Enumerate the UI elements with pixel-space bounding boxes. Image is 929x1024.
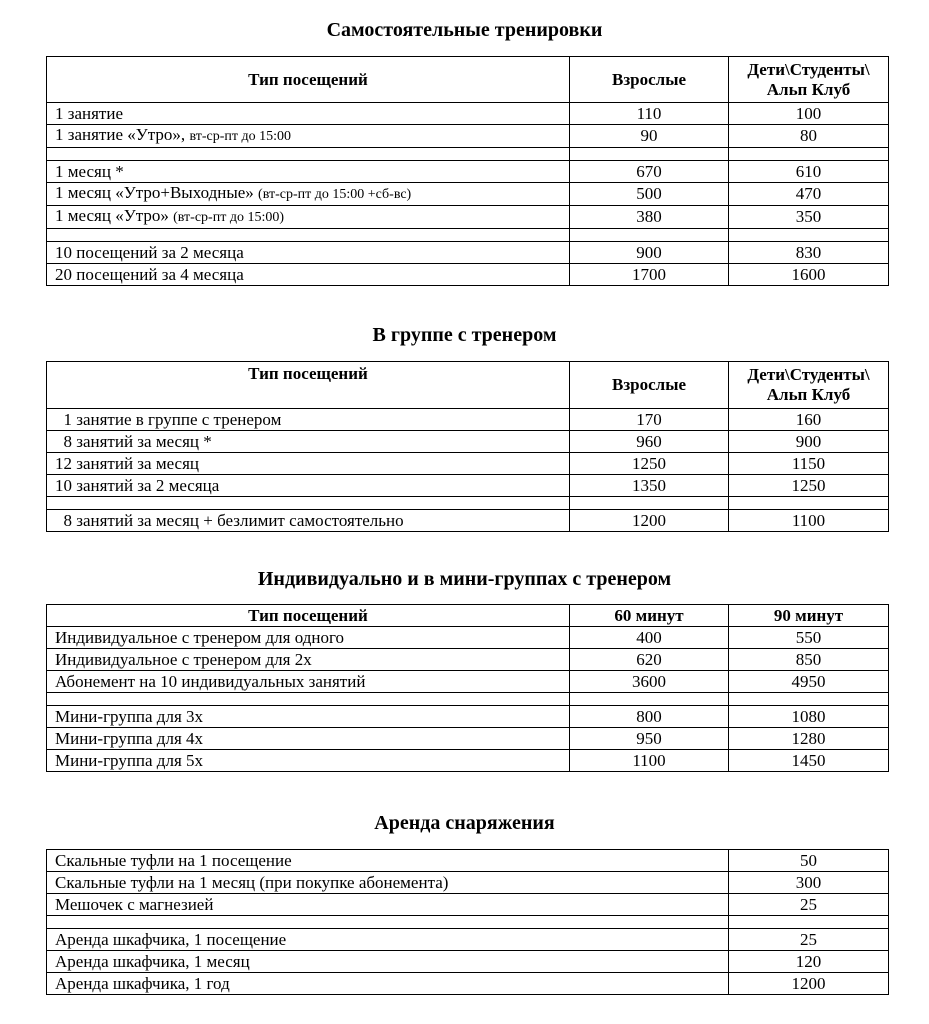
price-60: 800 [570,706,729,728]
price-90: 550 [729,627,889,649]
price-table-group-training [46,361,889,532]
row-label: 1 месяц * [47,161,570,183]
price-60: 620 [570,649,729,671]
price-reduced: 350 [729,206,889,229]
table-row [47,161,889,183]
row-label: Скальные туфли на 1 посещение [47,850,729,872]
table-row [47,627,889,649]
price-adult: 670 [570,161,729,183]
spacer-row [47,229,889,242]
header-visit-type: Тип посещений [47,57,570,103]
table-row [47,125,889,148]
row-label: Мини-группа для 5х [47,750,570,772]
row-label: 1 занятие в группе с тренером [47,409,570,431]
price: 50 [729,850,889,872]
table-row [47,706,889,728]
price-reduced: 830 [729,242,889,264]
header-90-min: 90 минут [729,605,889,627]
spacer-row [47,916,889,929]
table-header-row [47,605,889,627]
row-label: Аренда шкафчика, 1 посещение [47,929,729,951]
price-table-self-training [46,56,889,286]
section-title-rental: Аренда снаряжения [374,812,555,834]
price: 25 [729,894,889,916]
price-table-individual [46,604,889,772]
price-90: 1450 [729,750,889,772]
table-row [47,409,889,431]
row-label: 1 занятие [47,103,570,125]
header-kids-students: Дети\Студенты\ Альп Клуб [729,362,889,409]
row-label: Абонемент на 10 индивидуальных занятий [47,671,570,693]
table-row [47,264,889,286]
table-row [47,453,889,475]
table-row [47,510,889,532]
header-visit-type: Тип посещений [47,605,570,627]
table-row [47,183,889,206]
price: 25 [729,929,889,951]
table-row [47,206,889,229]
table-row [47,242,889,264]
row-label: 12 занятий за месяц [47,453,570,475]
row-label: 8 занятий за месяц * [47,431,570,453]
price-60: 400 [570,627,729,649]
section-title-group-training: В группе с тренером [372,324,557,346]
price-reduced: 160 [729,409,889,431]
price-adult: 1700 [570,264,729,286]
section-title-individual: Индивидуально и в мини-группах с тренером [257,568,672,590]
row-label: 1 занятие «Утро», вт-ср-пт до 15:00 [47,125,570,148]
table-row [47,894,889,916]
table-row [47,475,889,497]
price: 300 [729,872,889,894]
row-label: 10 посещений за 2 месяца [47,242,570,264]
row-label: Мини-группа для 4х [47,728,570,750]
table-row [47,850,889,872]
price-adult: 170 [570,409,729,431]
row-label: 8 занятий за месяц + безлимит самостоятельно [47,510,570,532]
header-kids-students: Дети\Студенты\ Альп Клуб [729,57,889,103]
row-label: Индивидуальное с тренером для одного [47,627,570,649]
row-label: 1 месяц «Утро» (вт-ср-пт до 15:00) [47,206,570,229]
spacer-row [47,693,889,706]
header-adults: Взрослые [570,57,729,103]
row-label: 1 месяц «Утро+Выходные» (вт-ср-пт до 15:00 +сб-вс) [47,183,570,206]
price-90: 1280 [729,728,889,750]
price-90: 1080 [729,706,889,728]
price-adult: 110 [570,103,729,125]
table-row [47,671,889,693]
price-reduced: 470 [729,183,889,206]
price-60: 3600 [570,671,729,693]
section-title-self-training: Самостоятельные тренировки [326,19,603,41]
price-adult: 90 [570,125,729,148]
row-label: 10 занятий за 2 месяца [47,475,570,497]
price-90: 4950 [729,671,889,693]
price-reduced: 100 [729,103,889,125]
price-reduced: 900 [729,431,889,453]
row-note: вт-ср-пт до 15:00 [189,129,291,144]
header-60-min: 60 минут [570,605,729,627]
table-row [47,103,889,125]
price-90: 850 [729,649,889,671]
table-row [47,649,889,671]
price-adult: 1250 [570,453,729,475]
table-row [47,929,889,951]
header-adults: Взрослые [570,362,729,409]
price-adult: 1350 [570,475,729,497]
row-label: Индивидуальное с тренером для 2х [47,649,570,671]
price-60: 1100 [570,750,729,772]
table-row [47,872,889,894]
row-label: Аренда шкафчика, 1 месяц [47,951,729,973]
row-label: Аренда шкафчика, 1 год [47,973,729,995]
price: 120 [729,951,889,973]
spacer-row [47,148,889,161]
table-header-row [47,362,889,409]
price-60: 950 [570,728,729,750]
price-reduced: 610 [729,161,889,183]
table-row [47,973,889,995]
price-table-rental [46,849,889,995]
price-adult: 380 [570,206,729,229]
table-row [47,750,889,772]
spacer-row [47,497,889,510]
price: 1200 [729,973,889,995]
price-reduced: 80 [729,125,889,148]
price-reduced: 1150 [729,453,889,475]
price-reduced: 1250 [729,475,889,497]
row-label: Мешочек с магнезией [47,894,729,916]
table-row [47,951,889,973]
row-note: (вт-ср-пт до 15:00) [173,210,284,225]
price-reduced: 1100 [729,510,889,532]
row-label: 20 посещений за 4 месяца [47,264,570,286]
price-reduced: 1600 [729,264,889,286]
header-visit-type: Тип посещений [47,362,570,409]
row-label: Мини-группа для 3х [47,706,570,728]
row-label: Скальные туфли на 1 месяц (при покупке абонемента) [47,872,729,894]
table-header-row [47,57,889,103]
price-adult: 500 [570,183,729,206]
table-row [47,431,889,453]
price-adult: 960 [570,431,729,453]
row-note: (вт-ср-пт до 15:00 +сб-вс) [258,187,412,202]
price-adult: 1200 [570,510,729,532]
price-adult: 900 [570,242,729,264]
table-row [47,728,889,750]
